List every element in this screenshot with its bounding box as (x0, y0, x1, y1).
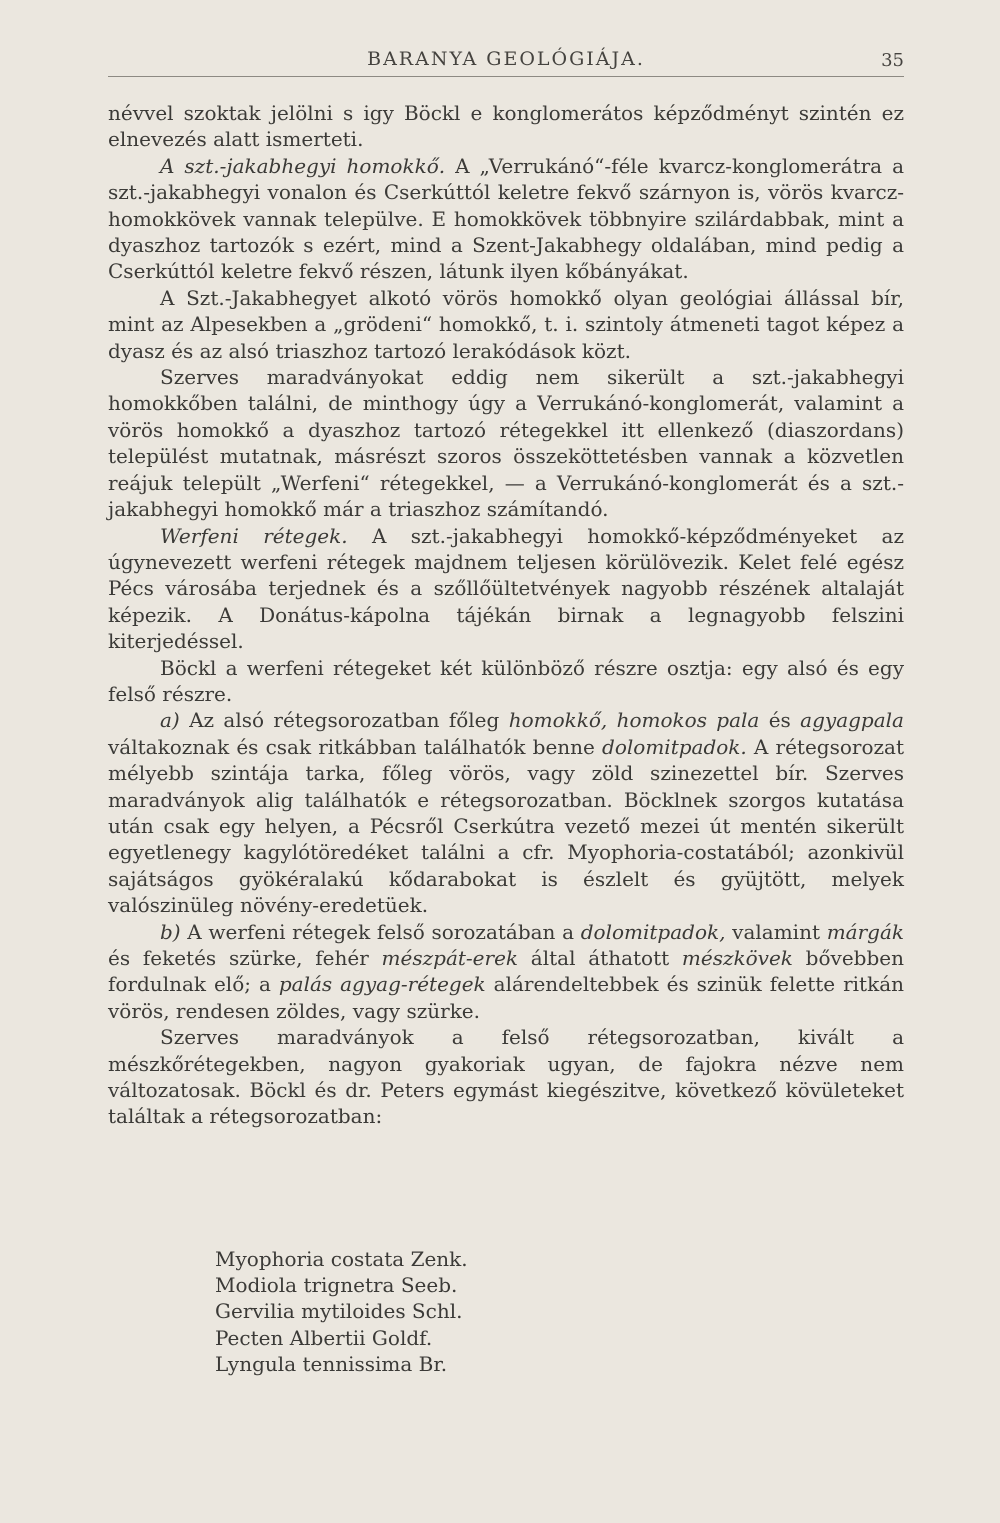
paragraph (108, 153, 904, 285)
running-header (108, 44, 904, 77)
italic-term: Werfeni rétegek. (160, 523, 348, 548)
text-segment: alárendeltebbek és szinük felette ritkán vörös, rendesen zöldes, vagy szürke. (108, 972, 904, 1023)
italic-term: dolomitpadok, (580, 919, 726, 944)
paragraph (108, 655, 904, 708)
text-segment: által áthatott (518, 946, 682, 970)
species-item: Modiola trignetra Seeb. (215, 1273, 458, 1298)
paragraph (108, 523, 904, 655)
species-item: Lyngula tennissima Br. (215, 1351, 448, 1376)
italic-term: agyagpala (800, 708, 904, 733)
page-number: 35 (881, 50, 904, 71)
italic-term: márgák (826, 919, 904, 944)
species-item: Myophoria costata Zenk. (215, 1247, 468, 1271)
italic-term: a) (160, 708, 180, 733)
text-segment: bővebben fordulnak elő; a (108, 946, 904, 997)
text-segment: A szt.-jakabhegyi homokkő-képződményeket az úgynevezett werfeni rétegek majdnem teljesen körülövezik. Kelet felé egész Pécs városába terjednek és a szőllőültetvények nagyobb részének altalaját képezik. A Donátus-kápolna tájékán birnak a legnagyobb felszini kiterjedéssel. (108, 523, 904, 654)
paragraph (108, 285, 904, 364)
text-segment: Szerves maradványokat eddig nem sikerült a szt.-jakabhegyi homokkőben találni, de minthogy úgy a Verrukánó-konglomerát, valamint a vörös homokkő a dyaszhoz tartozó rétegekkel itt ellenkező (diaszordans) települést mutatnak, másrészt szoros összeköttetésben vannak a közvetlen reájuk települt „Werfeni“ rétegekkel, — a Verrukánó-konglomerát és a szt.-jakabhegyi homokkő már a triaszhoz számítandó. (108, 365, 904, 522)
text-segment: Szerves maradványok a felső rétegsorozatban, kivált a mészkőrétegekben, nagyon gyakoriak ugyan, de fajokra nézve nem változatosak. Böckl és dr. Peters egymást kiegészitve, következő kövületeket találtak a rétegsorozatban: (108, 1025, 904, 1129)
italic-term: dolomitpadok. (602, 734, 747, 759)
paragraph (108, 1024, 904, 1130)
body-text (108, 100, 904, 1130)
italic-term: palás agyag-rétegek (278, 972, 486, 997)
italic-term: A szt.-jakabhegyi homokkő. (160, 153, 446, 178)
species-item: Gervilia mytiloides Schl. (215, 1299, 463, 1324)
text-segment: és feketés szürke, fehér (108, 946, 382, 970)
text-segment: A „Verrukánó“-féle kvarcz-konglomerátra a szt.-jakabhegyi vonalon és Cserkúttól keletre fekvő szárnyon is, vörös kvarcz-homokkövek vannak települve. E homokkövek többnyire szilárdabbak, mint a dyaszhoz tartozók s ezért, mind a Szent-Jakabhegy oldalában, mind pedig a Cserkúttól keletre fekvő részen, látunk ilyen kőbányákat. (108, 153, 904, 284)
italic-term: b) (160, 919, 181, 944)
text-segment: valamint (725, 919, 827, 944)
text-segment: A werfeni rétegek felső sorozatában a (180, 919, 581, 944)
text-segment: váltakoznak és csak ritkábban találhatók benne (108, 734, 603, 759)
species-item: Pecten Albertii Goldf. (215, 1325, 433, 1350)
text-segment: és (759, 708, 801, 733)
fossil-species-list (215, 1246, 468, 1377)
italic-term: mészkövek (681, 946, 793, 970)
text-segment: A rétegsorozat mélyebb szintája tarka, főleg vörös, vagy zöld szinezettel bír. Szerves maradványok alig találhatók e rétegsorozatban. Böcklnek szorgos kutatása után csak egy helyen, a Pécsről Cserkútra vezető mezei út mentén sikerült egyetlenegy kagylótöredéket találni a cfr. Myophoria-costatából; azonkivül sajátságos gyökéralakú kődarabokat is észlelt és gyüjtött, melyek valószinüleg növény-eredetüek. (108, 734, 904, 918)
header-title: BARANYA GEOLÓGIÁJA. (367, 48, 645, 70)
paragraph (108, 100, 904, 153)
italic-term: mészpát-erek (381, 946, 519, 970)
paragraph (108, 364, 904, 522)
text-segment: névvel szoktak jelölni s igy Böckl e konglomerátos képződményt szintén ez elnevezés alatt ismerteti. (108, 101, 904, 152)
text-segment: Az alsó rétegsorozatban főleg (179, 708, 509, 733)
paragraph (108, 919, 904, 1025)
text-segment: A Szt.-Jakabhegyet alkotó vörös homokkő olyan geológiai állással bír, mint az Alpesekben a „grödeni“ homokkő, t. i. szintoly átmeneti tagot képez a dyasz és az alsó triaszhoz tartozó lerakódások közt. (108, 285, 904, 363)
text-segment: Böckl a werfeni rétegeket két különböző részre osztja: egy alsó és egy felső részre. (108, 655, 904, 706)
paragraph (108, 707, 904, 918)
italic-term: homokkő, homokos pala (508, 708, 760, 733)
